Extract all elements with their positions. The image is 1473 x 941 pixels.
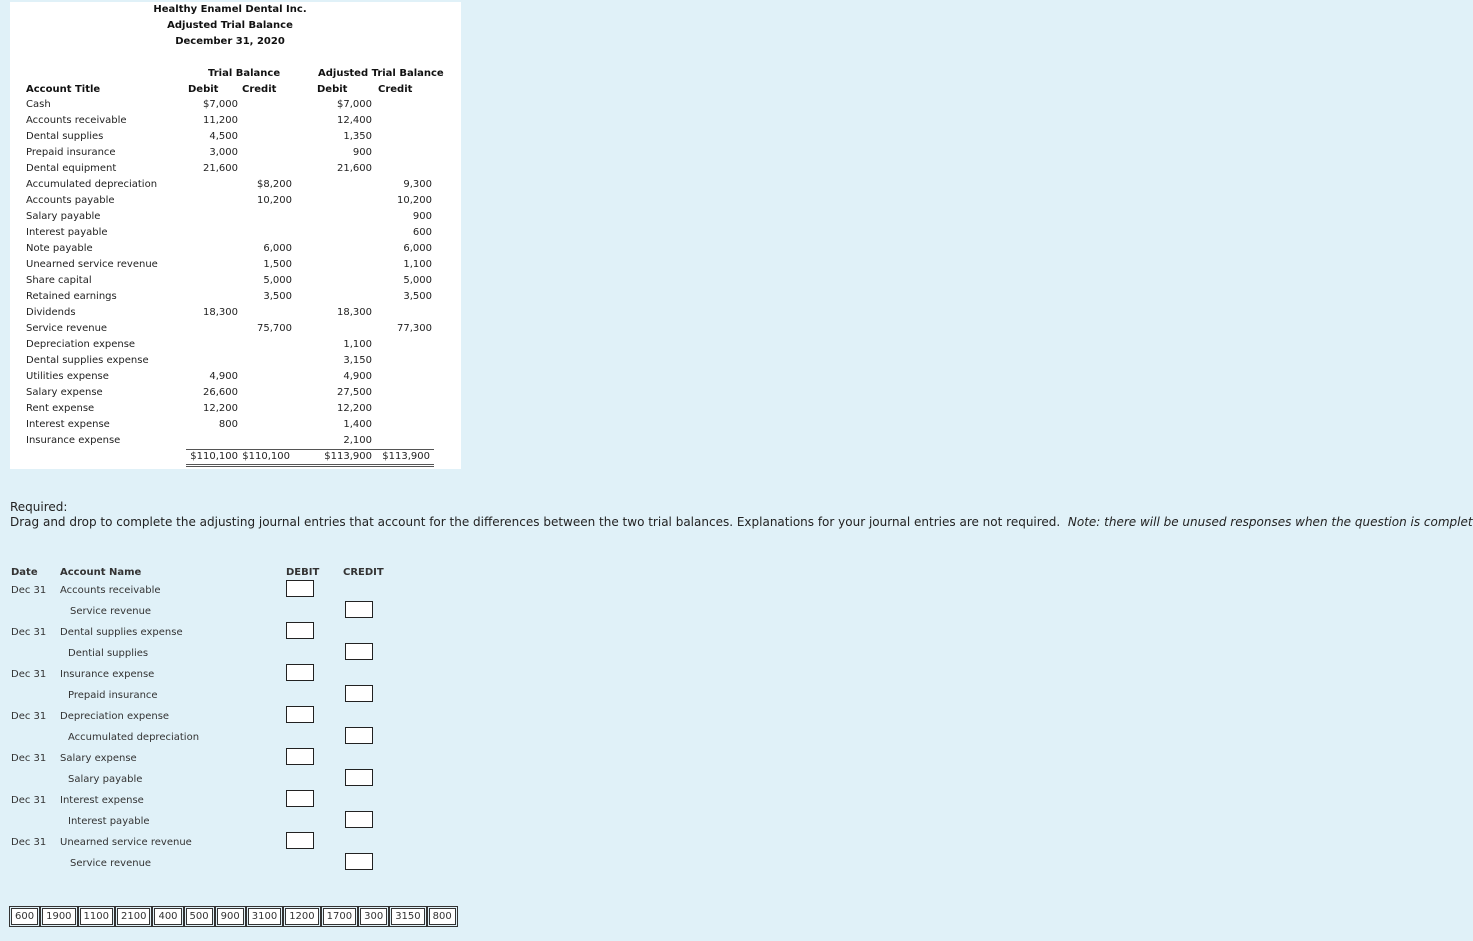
- answer-chip[interactable]: 1200: [285, 908, 318, 925]
- tb-amount-atb-debit: 1,350: [343, 131, 372, 142]
- tb-account-title: Salary expense: [26, 387, 103, 398]
- answer-chip[interactable]: 300: [360, 908, 387, 925]
- answer-chip[interactable]: 600: [11, 908, 38, 925]
- debit-account-name: Salary expense: [60, 753, 137, 764]
- tb-account-title: Dental supplies: [26, 131, 104, 142]
- tb-amount-tb-debit: 11,200: [203, 115, 238, 126]
- tb-account-title: Service revenue: [26, 323, 108, 334]
- tb-amount-atb-debit: 1,100: [343, 339, 372, 350]
- debit-drop-box[interactable]: [286, 706, 314, 723]
- answer-chip[interactable]: 1900: [42, 908, 75, 925]
- instructions: [10, 515, 1473, 529]
- tb-account-title: Dental equipment: [26, 163, 117, 174]
- tb-amount-atb-credit: 900: [412, 211, 432, 222]
- tb-account-title: Note payable: [26, 243, 93, 254]
- account-name-header: Account Name: [60, 567, 142, 578]
- tb-amount-tb-credit: 1,500: [263, 259, 292, 270]
- tb-account-title: Accounts receivable: [26, 115, 127, 126]
- tb-amount-atb-debit: $7,000: [337, 99, 372, 110]
- answer-chip[interactable]: 1100: [80, 908, 113, 925]
- tb-amount-atb-debit: 2,100: [343, 435, 372, 446]
- atb-debit-total: $113,900: [324, 451, 372, 462]
- company-name: Healthy Enamel Dental Inc.: [153, 4, 307, 15]
- entry-date: Dec 31: [11, 711, 47, 722]
- answer-chip[interactable]: 400: [154, 908, 181, 925]
- required-label: Required:: [10, 500, 68, 514]
- credit-drop-box[interactable]: [345, 601, 373, 618]
- tb-amount-tb-debit: $7,000: [203, 99, 238, 110]
- debit-drop-box[interactable]: [286, 580, 314, 597]
- tb-amount-atb-credit: 77,300: [397, 323, 432, 334]
- answer-chip[interactable]: 3100: [248, 908, 281, 925]
- tb-amount-atb-credit: 3,500: [403, 291, 432, 302]
- credit-account-name: Salary payable: [68, 774, 143, 785]
- tb-amount-tb-credit: $8,200: [257, 179, 292, 190]
- tb-amount-tb-debit: 12,200: [203, 403, 238, 414]
- entry-date: Dec 31: [11, 627, 47, 638]
- debit-account-name: Accounts receivable: [60, 585, 161, 596]
- credit-account-name: Prepaid insurance: [68, 690, 158, 701]
- tb-amount-tb-debit: 18,300: [203, 307, 238, 318]
- tb-amount-atb-credit: 6,000: [403, 243, 432, 254]
- credit-drop-box[interactable]: [345, 853, 373, 870]
- debit-account-name: Unearned service revenue: [60, 837, 192, 848]
- debit-drop-box[interactable]: [286, 622, 314, 639]
- tb-amount-atb-credit: 600: [412, 227, 432, 238]
- tb-amount-atb-debit: 12,400: [337, 115, 372, 126]
- tb-account-title: Rent expense: [26, 403, 95, 414]
- tb-amount-atb-credit: 5,000: [403, 275, 432, 286]
- tb-amount-tb-debit: 3,000: [209, 147, 238, 158]
- answer-chip[interactable]: 3150: [391, 908, 424, 925]
- credit-drop-box[interactable]: [345, 685, 373, 702]
- tb-account-title: Cash: [26, 99, 51, 110]
- credit-account-name: Interest payable: [68, 816, 150, 827]
- tb-amount-tb-credit: 3,500: [263, 291, 292, 302]
- tb-debit-total: $110,100: [190, 451, 238, 462]
- statement-title: Adjusted Trial Balance: [167, 20, 293, 31]
- tb-account-title: Dental supplies expense: [26, 355, 149, 366]
- instructions-text: Drag and drop to complete the adjusting journal entries that account for the differences between the two trial balances. Explanations for your journal entries are not required.: [10, 515, 1061, 529]
- tb-amount-atb-debit: 3,150: [343, 355, 372, 366]
- debit-header: DEBIT: [286, 567, 320, 578]
- credit-account-name: Dential supplies: [68, 648, 149, 659]
- debit-drop-box[interactable]: [286, 790, 314, 807]
- answer-bank: [11, 908, 456, 925]
- answer-chip[interactable]: 500: [186, 908, 213, 925]
- totals-double-rule: [186, 464, 434, 467]
- credit-drop-box[interactable]: [345, 811, 373, 828]
- answer-chip[interactable]: 1700: [323, 908, 356, 925]
- account-title-header: Account Title: [26, 84, 101, 95]
- credit-drop-box[interactable]: [345, 769, 373, 786]
- answer-chip[interactable]: 2100: [117, 908, 150, 925]
- instructions-note: Note: there will be unused responses when the question is complet: [1067, 515, 1473, 529]
- totals-rule: [186, 449, 434, 450]
- trial-balance-header: Trial Balance: [208, 68, 281, 79]
- tb-account-title: Accumulated depreciation: [26, 179, 158, 190]
- tb-amount-atb-debit: 4,900: [343, 371, 372, 382]
- credit-drop-box[interactable]: [345, 643, 373, 660]
- tb-debit-header: Debit: [188, 84, 219, 95]
- answer-chip[interactable]: 900: [217, 908, 244, 925]
- statement-date: December 31, 2020: [175, 36, 285, 47]
- tb-amount-atb-debit: 18,300: [337, 307, 372, 318]
- tb-amount-tb-debit: 26,600: [203, 387, 238, 398]
- tb-amount-atb-debit: 12,200: [337, 403, 372, 414]
- tb-account-title: Salary payable: [26, 211, 101, 222]
- entry-date: Dec 31: [11, 795, 47, 806]
- tb-amount-tb-credit: 75,700: [257, 323, 292, 334]
- atb-debit-header: Debit: [317, 84, 348, 95]
- tb-amount-atb-debit: 900: [352, 147, 372, 158]
- entry-date: Dec 31: [11, 669, 47, 680]
- credit-drop-box[interactable]: [345, 727, 373, 744]
- atb-credit-total: $113,900: [382, 451, 430, 462]
- credit-account-name: Service revenue: [70, 858, 152, 869]
- answer-chip[interactable]: 800: [429, 908, 456, 925]
- tb-amount-tb-debit: 21,600: [203, 163, 238, 174]
- tb-account-title: Interest payable: [26, 227, 108, 238]
- tb-account-title: Insurance expense: [26, 435, 121, 446]
- debit-drop-box[interactable]: [286, 664, 314, 681]
- tb-amount-atb-debit: 1,400: [343, 419, 372, 430]
- debit-account-name: Depreciation expense: [60, 711, 170, 722]
- tb-account-title: Share capital: [26, 275, 92, 286]
- tb-amount-tb-debit: 800: [218, 419, 238, 430]
- tb-amount-atb-credit: 1,100: [403, 259, 432, 270]
- atb-credit-header: Credit: [378, 84, 413, 95]
- debit-account-name: Interest expense: [60, 795, 144, 806]
- debit-drop-box[interactable]: [286, 748, 314, 765]
- tb-account-title: Utilities expense: [26, 371, 109, 382]
- tb-account-title: Depreciation expense: [26, 339, 136, 350]
- tb-amount-atb-debit: 27,500: [337, 387, 372, 398]
- tb-account-title: Dividends: [26, 307, 76, 318]
- tb-amount-atb-credit: 10,200: [397, 195, 432, 206]
- tb-amount-tb-credit: 10,200: [257, 195, 292, 206]
- tb-account-title: Unearned service revenue: [26, 259, 158, 270]
- tb-amount-atb-debit: 21,600: [337, 163, 372, 174]
- tb-amount-tb-debit: 4,900: [209, 371, 238, 382]
- tb-account-title: Retained earnings: [26, 291, 117, 302]
- tb-account-title: Accounts payable: [26, 195, 115, 206]
- adjusted-trial-balance-header: Adjusted Trial Balance: [318, 68, 444, 79]
- tb-account-title: Interest expense: [26, 419, 110, 430]
- debit-account-name: Dental supplies expense: [60, 627, 183, 638]
- tb-amount-tb-credit: 5,000: [263, 275, 292, 286]
- credit-account-name: Service revenue: [70, 606, 152, 617]
- tb-credit-total: $110,100: [242, 451, 290, 462]
- credit-header: CREDIT: [343, 567, 384, 578]
- tb-amount-atb-credit: 9,300: [403, 179, 432, 190]
- debit-drop-box[interactable]: [286, 832, 314, 849]
- tb-amount-tb-credit: 6,000: [263, 243, 292, 254]
- credit-account-name: Accumulated depreciation: [68, 732, 200, 743]
- tb-amount-tb-debit: 4,500: [209, 131, 238, 142]
- entry-date: Dec 31: [11, 585, 47, 596]
- tb-account-title: Prepaid insurance: [26, 147, 116, 158]
- trial-balance-image: [10, 2, 461, 469]
- debit-account-name: Insurance expense: [60, 669, 155, 680]
- date-header: Date: [11, 567, 38, 578]
- entry-date: Dec 31: [11, 753, 47, 764]
- entry-date: Dec 31: [11, 837, 47, 848]
- tb-credit-header: Credit: [242, 84, 277, 95]
